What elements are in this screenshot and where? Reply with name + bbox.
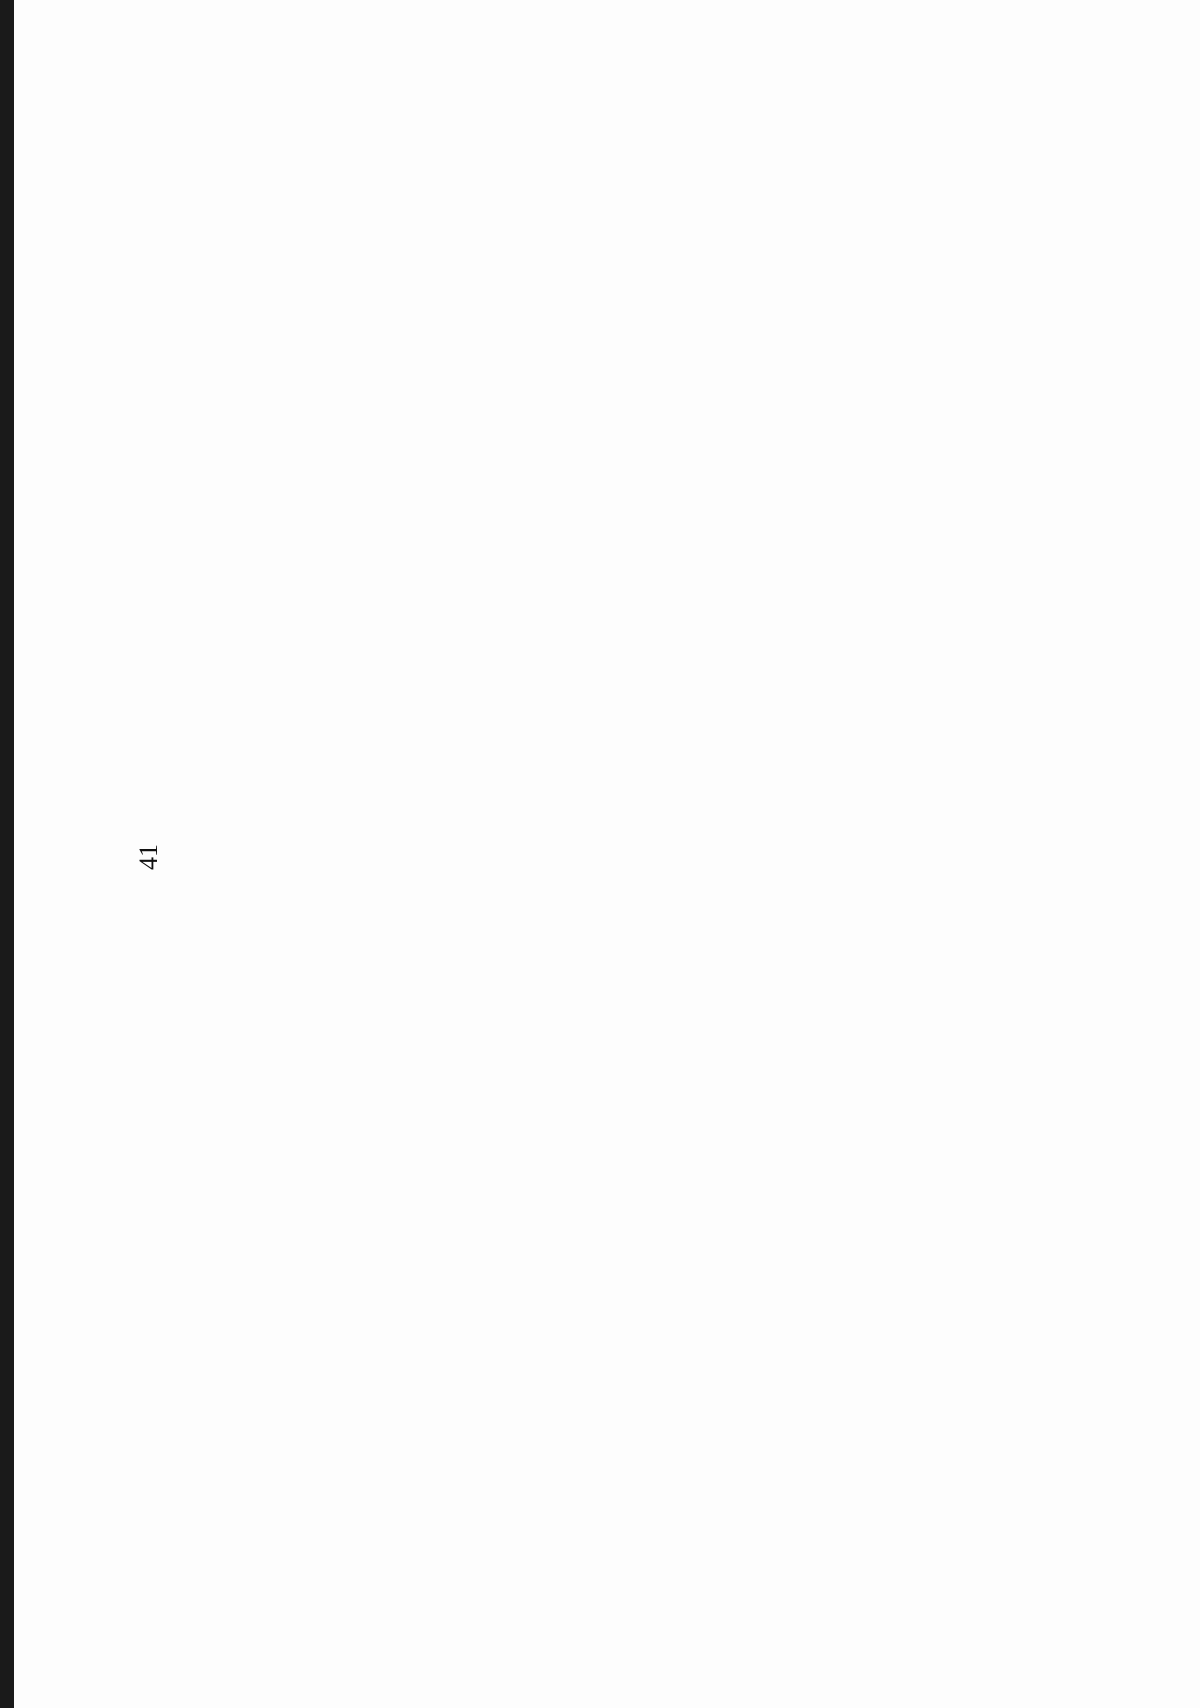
scan-edge [0,0,14,1708]
page-number: 41 [134,844,163,870]
